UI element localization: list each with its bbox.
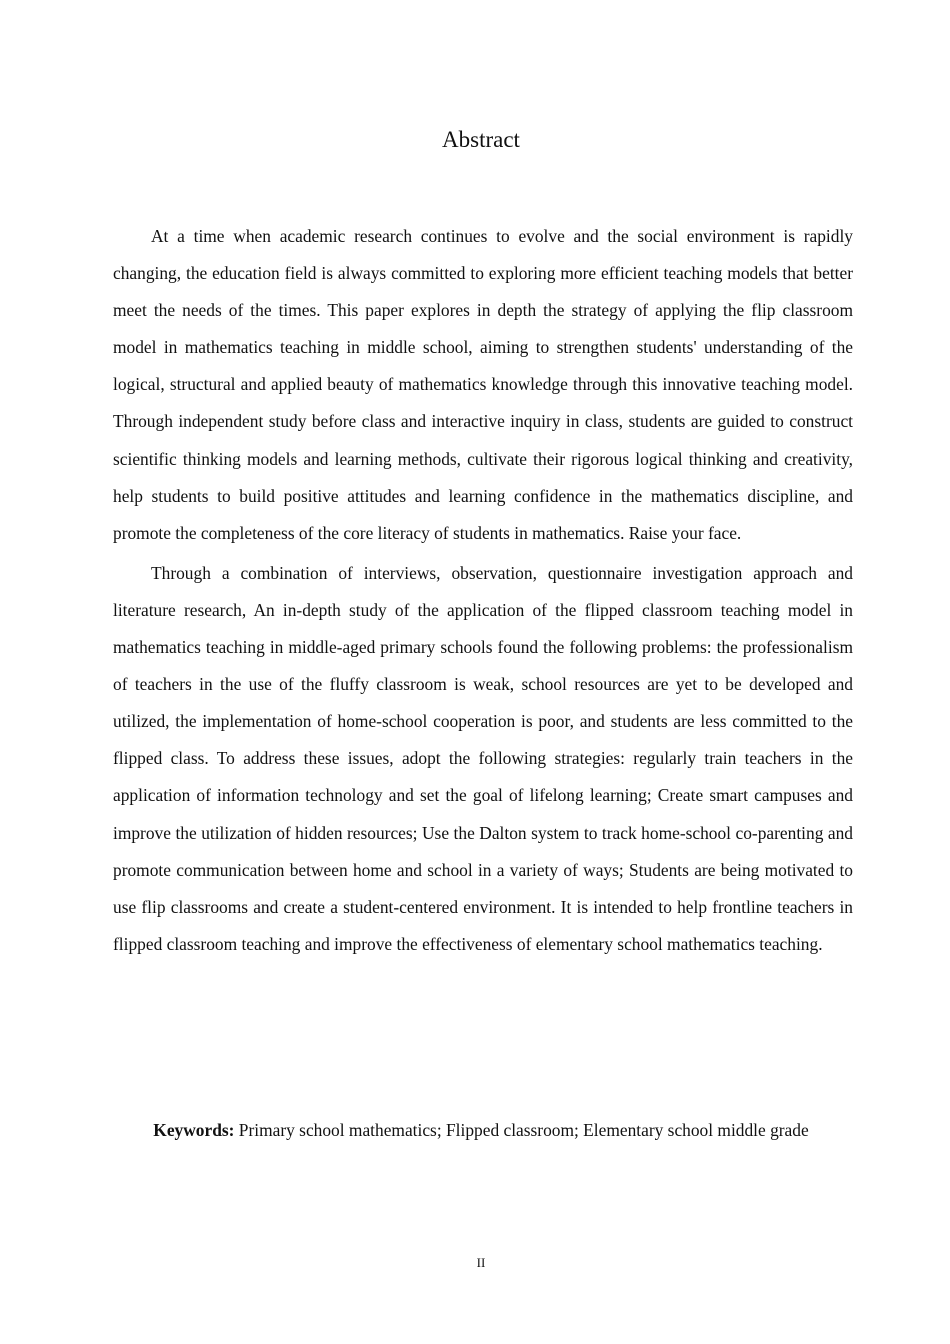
page-number: II [476,1255,486,1270]
abstract-paragraph-1: At a time when academic research continues to evolve and the social environment is rapidly changing, the education field is always committed to exploring more efficient teaching models that better meet the needs of the times. This paper explores in depth the strategy of applying the flip classroom model in mathematics teaching in middle school, aiming to strengthen students' understanding of the logical, structural and applied beauty of mathematics knowledge through this innovative teaching model. Through independent study before class and interactive inquiry in class, students are guided to construct scientific thinking models and learning methods, cultivate their rigorous logical thinking and creativity, help students to build positive attitudes and learning confidence in the mathematics discipline, and promote the completeness of the core literacy of students in mathematics. Raise your face. [113,226,853,543]
abstract-paragraph-2: Through a combination of interviews, observation, questionnaire investigation approach and literature research, An in-depth study of the application of the flipped classroom teaching model in mathematics teaching in middle-aged primary schools found the following problems: the professionalism of teachers in the use of the fluffy classroom is weak, school resources are yet to be developed and utilized, the implementation of home-school cooperation is poor, and students are less committed to the flipped class. To address these issues, adopt the following strategies: regularly train teachers in the application of information technology and set the goal of lifelong learning; Create smart campuses and improve the utilization of hidden resources; Use the Dalton system to track home-school co-parenting and promote communication between home and school in a variety of ways; Students are being motivated to use flip classrooms and create a student-centered environment. It is intended to help frontline teachers in flipped classroom teaching and improve the effectiveness of elementary school mathematics teaching. [113,562,853,954]
keywords-label: Keywords: [153,1120,235,1140]
abstract-body [113,218,853,963]
keywords-line [0,1115,950,1145]
abstract-title: Abstract [442,127,520,152]
keywords-text: Primary school mathematics; Flipped classroom; Elementary school middle grade [234,1120,809,1140]
